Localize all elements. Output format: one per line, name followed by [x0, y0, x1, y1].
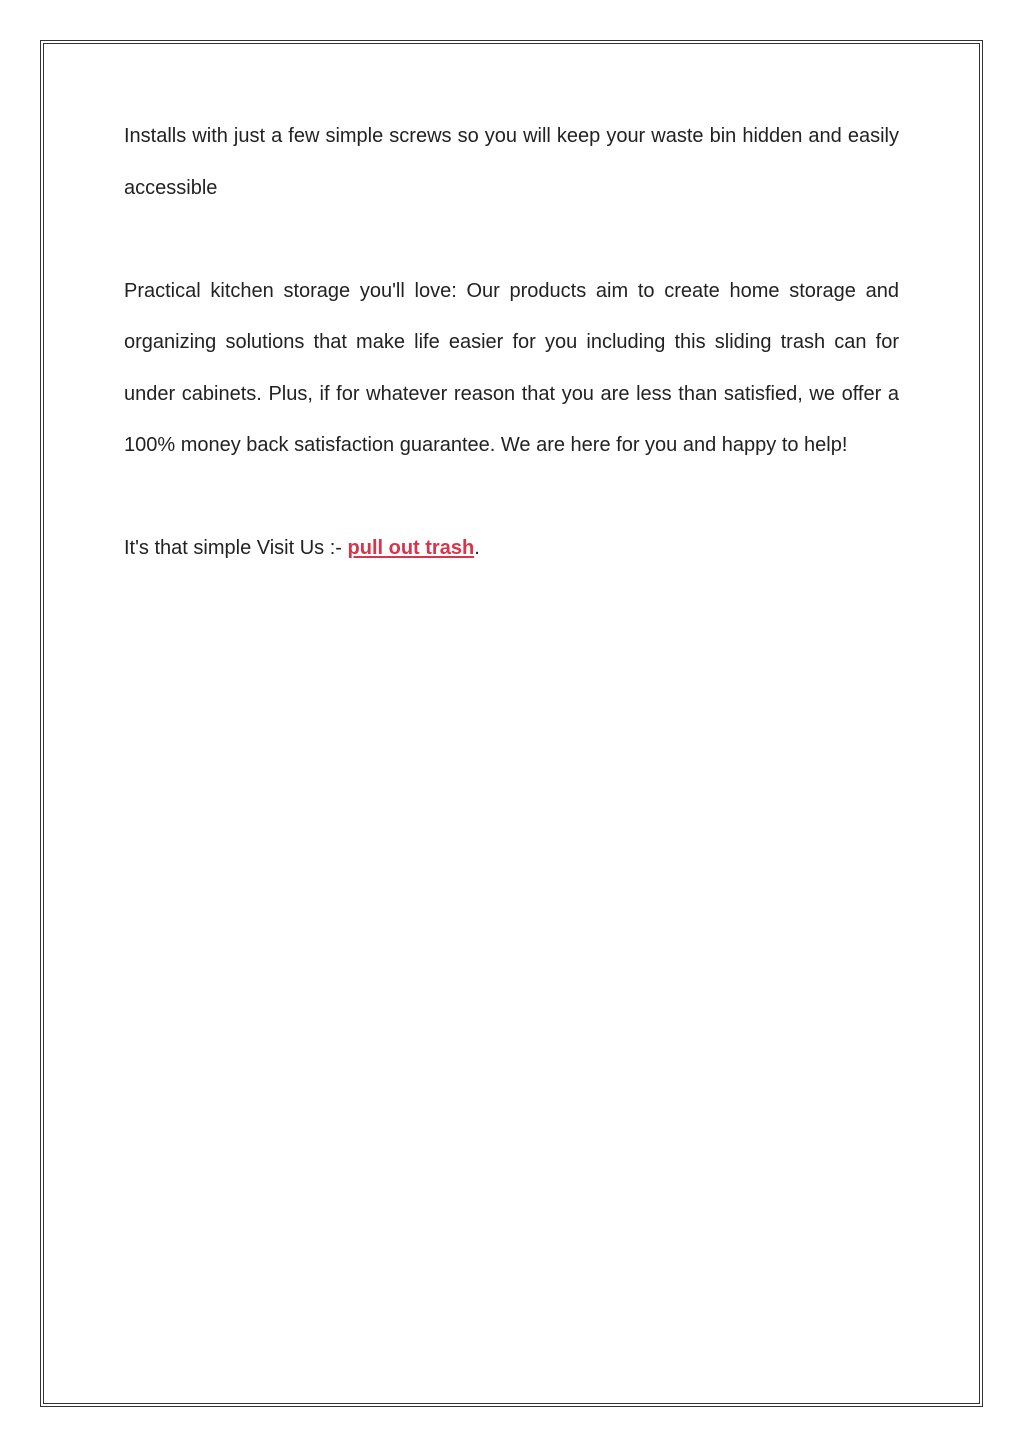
paragraph-visit-us [124, 523, 899, 575]
pull-out-trash-link[interactable]: pull out trash [347, 537, 475, 559]
document-body [124, 111, 899, 575]
visit-us-prefix: It's that simple Visit Us :- [124, 537, 348, 559]
paragraph-installation: Installs with just a few simple screws so you will keep your waste bin hidden and easily accessible [124, 125, 899, 199]
paragraph-storage-guarantee: Practical kitchen storage you'll love: Our products aim to create home storage and organizing solutions that make life easier for you including this sliding trash can for under cabinets. Plus, if for whatever reason that you are less than satisfied, we offer a 100% money back satisfaction guarantee. We are here for you and happy to help! [124, 279, 899, 456]
visit-us-suffix: . [474, 537, 480, 559]
